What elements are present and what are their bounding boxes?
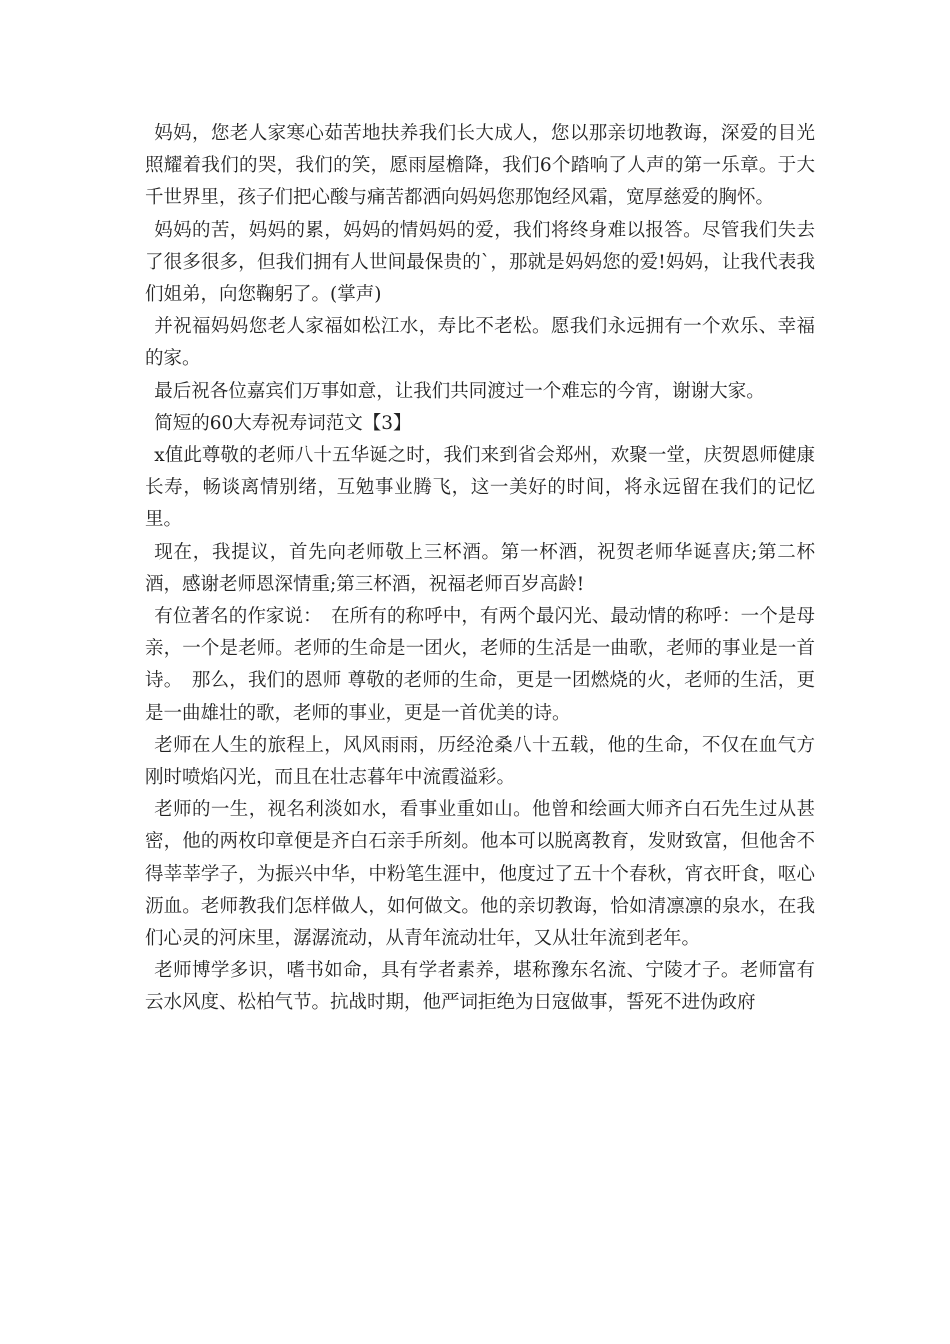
section-paragraph-1: x值此尊敬的老师八十五华诞之时，我们来到省会郑州，欢聚一堂，庆贺恩师健康长寿，畅谈离情别绪，互勉事业腾飞，这一美好的时间，将永远留在我们的记忆里。 [145, 445, 815, 531]
document-body [145, 118, 815, 1020]
section-heading: 简短的60大寿祝寿词范文【3】 [154, 412, 412, 434]
paragraph-2: 妈妈的苦，妈妈的累，妈妈的情妈妈的爱，我们将终身难以报答。尽管我们失去了很多很多，但我们拥有人世间最保贵的`，那就是妈妈您的爱!妈妈，让我代表我们姐弟，向您鞠躬了。(掌声) [145, 219, 816, 306]
paragraph-4: 最后祝各位嘉宾们万事如意，让我们共同渡过一个难忘的今宵，谢谢大家。 [154, 380, 765, 402]
paragraph-3: 并祝福妈妈您老人家福如松江水，寿比不老松。愿我们永远拥有一个欢乐、幸福的家。 [145, 316, 815, 370]
section-paragraph-2: 现在，我提议，首先向老师敬上三杯酒。第一杯酒，祝贺老师华诞喜庆;第二杯酒，感谢老师恩深情重;第三杯酒，祝福老师百岁高龄! [145, 541, 815, 595]
section-paragraph-6: 老师博学多识，嗜书如命，具有学者素养，堪称豫东名流、宁陵才子。老师富有云水风度、松柏气节。抗战时期，他严词拒绝为日寇做事，誓死不进伪政府 [145, 960, 815, 1014]
section-paragraph-4: 老师在人生的旅程上，风风雨雨，历经沧桑八十五载，他的生命，不仅在血气方刚时喷焰闪光，而且在壮志暮年中流霞溢彩。 [145, 734, 815, 789]
section-paragraph-5: 老师的一生，视名利淡如水，看事业重如山。他曾和绘画大师齐白石先生过从甚密，他的两枚印章便是齐白石亲手所刻。他本可以脱离教育，发财致富，但他舍不得莘莘学子，为振兴中华，中粉笔生涯中，他度过了五十个春秋，宵衣旰食，呕心沥血。老师教我们怎样做人，如何做文。他的亲切教诲，恰如清凛凛的泉水，在我们心灵的河床里，潺潺流动，从青年流动壮年，又从壮年流到老年。 [145, 799, 815, 950]
paragraph-1: 妈妈，您老人家寒心茹苦地扶养我们长大成人，您以那亲切地教诲，深爱的目光照耀着我们的哭，我们的笑，愿雨屋檐降，我们6个踏响了人声的第一乐章。于大千世界里，孩子们把心酸与痛苦都洒向妈妈您那饱经风霜，宽厚慈爱的胸怀。 [145, 123, 815, 209]
section-paragraph-3: 有位著名的作家说： 在所有的称呼中，有两个最闪光、最动情的称呼：一个是母亲，一个是老师。老师的生命是一团火，老师的生活是一曲歌，老师的事业是一首诗。 那么，我们的恩师 尊敬的老师的生命，更是一团燃烧的火，老师的生活，更是一曲雄壮的歌，老师的事业，更是一首优美的诗。 [145, 606, 815, 724]
